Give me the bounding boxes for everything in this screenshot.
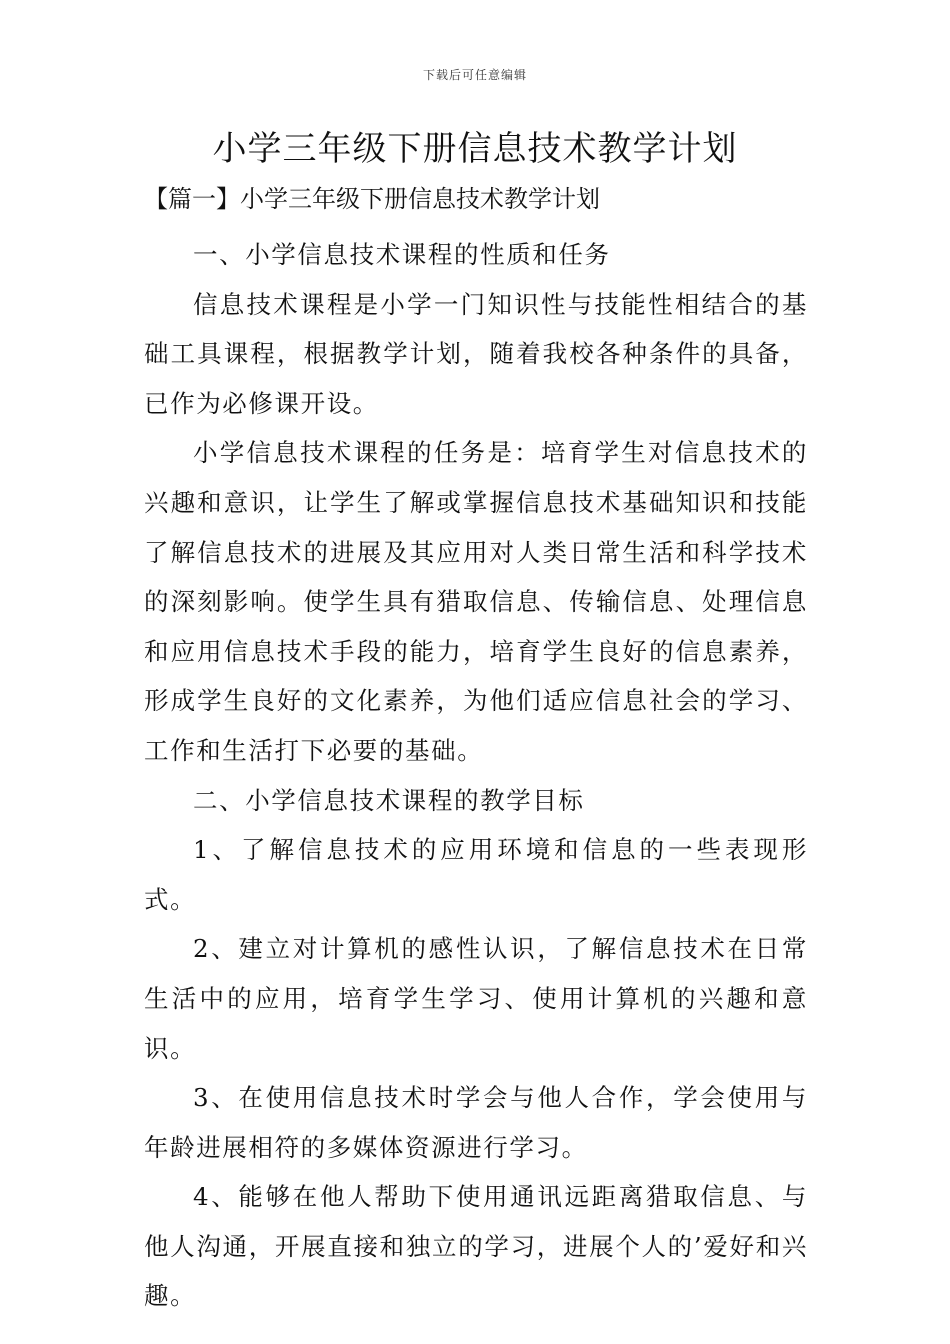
document-body bbox=[144, 230, 808, 1321]
list-item: 4、能够在他人帮助下使用通讯远距离猎取信息、与他人沟通，开展直接和独立的学习，进展个人的’爱好和兴趣。 bbox=[144, 1182, 808, 1311]
paragraph: 信息技术课程是小学一门知识性与技能性相结合的基础工具课程，根据教学计划，随着我校各种条件的具备，已作为必修课开设。 bbox=[144, 289, 808, 418]
section-heading: 二、小学信息技术课程的教学目标 bbox=[193, 785, 585, 815]
list-item: 1、了解信息技术的应用环境和信息的一些表现形式。 bbox=[144, 835, 808, 914]
document-subtitle: 【篇一】小学三年级下册信息技术教学计划 bbox=[144, 185, 600, 213]
header-note: 下载后可任意编辑 bbox=[422, 68, 527, 82]
list-item: 2、建立对计算机的感性认识，了解信息技术在日常生活中的应用，培育学生学习、使用计算机的兴趣和意识。 bbox=[144, 934, 808, 1063]
list-item: 3、在使用信息技术时学会与他人合作，学会使用与年龄进展相符的多媒体资源进行学习。 bbox=[144, 1083, 808, 1162]
section-heading: 一、小学信息技术课程的性质和任务 bbox=[193, 240, 611, 269]
paragraph: 小学信息技术课程的任务是：培育学生对信息技术的兴趣和意识，让学生了解或掌握信息技术基础知识和技能了解信息技术的进展及其应用对人类日常生活和科学技术的深刻影响。使学生具有猎取信息、传输信息、处理信息和应用信息技术手段的能力，培育学生良好的信息素养，形成学生良好的文化素养，为他们适应信息社会的学习、工作和生活打下必要的基础。 bbox=[144, 438, 808, 765]
document-title: 小学三年级下册信息技术教学计划 bbox=[212, 129, 738, 169]
